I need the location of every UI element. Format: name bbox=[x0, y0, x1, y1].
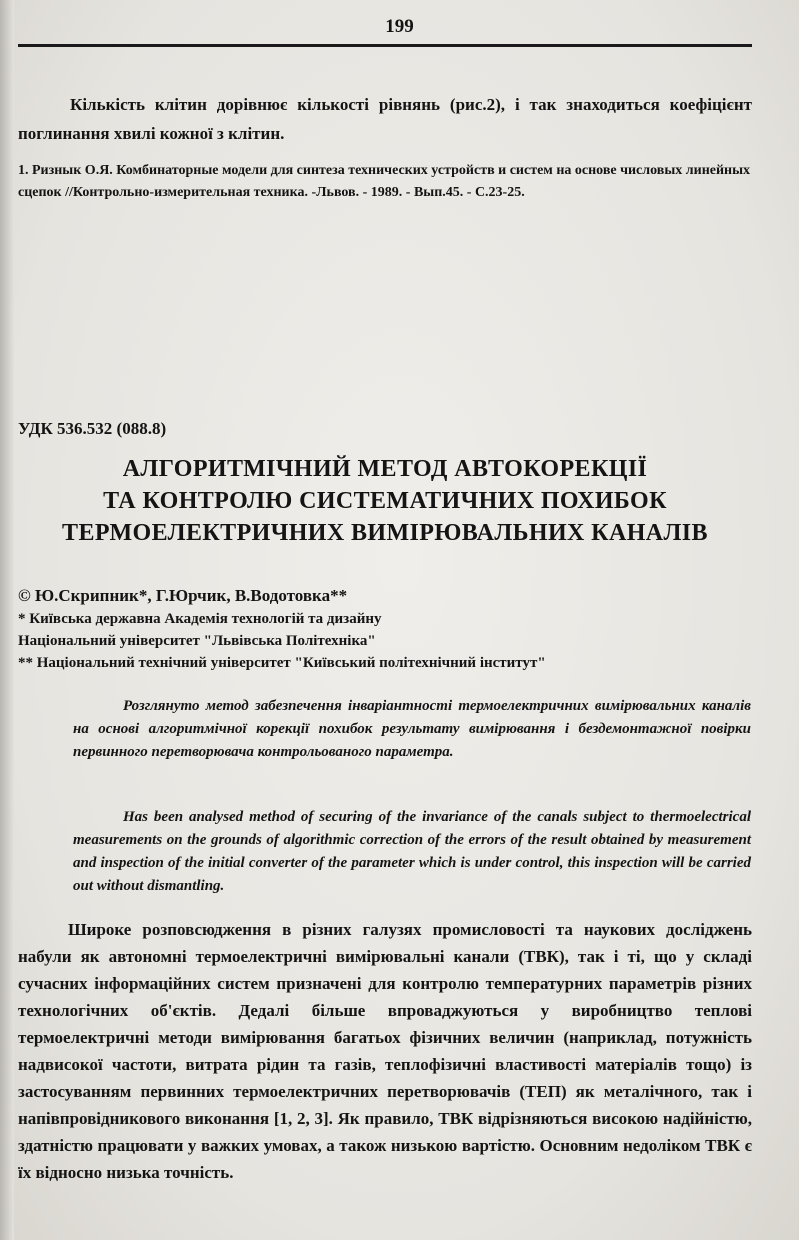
title-line: ТА КОНТРОЛЮ СИСТЕМАТИЧНИХ ПОХИБОК bbox=[103, 488, 667, 514]
page-binding-edge bbox=[0, 0, 14, 1240]
title-line: ТЕРМОЕЛЕКТРИЧНИХ ВИМІРЮВАЛЬНИХ КАНАЛІВ bbox=[62, 520, 708, 546]
body-paragraph: Широке розповсюдження в різних галузях промисловості та наукових досліджень набули як автономні термоелектричні вимірювальні канали (ТВК), так і ті, що у складі сучасних інформаційних систем призначені для контролю температурних параметрів різних технологічних об'єктів. Дедалі більше впроваджуються у виробництво теплові термоелектричні методи вимірювання багатьох фізичних величин (наприклад, потужність надвисокої частоти, витрата рідин та газів, теплофізичні властивості матеріалів тощо) із застосуванням первинних термоелектричних перетворювачів (ТЕП) як металічного, так і напівпровідникового виконання [1, 2, 3]. Як правило, ТВК відрізняються високою надійністю, здатністю працювати у важких умовах, а також низькою вартістю. Основним недоліком ТВК є їх відносно низька точність. bbox=[18, 920, 752, 1182]
affiliation: Національний університет "Львівська Політехніка" bbox=[18, 633, 376, 649]
reference-item: 1. Ризнык О.Я. Комбинаторные модели для синтеза технических устройств и систем на основе числовых линейных сцепок //Контрольно-измерительная техника. -Львов. - 1989. - Вып.45. - С.23-25. bbox=[18, 163, 751, 200]
intro-paragraph: Кількість клітин дорівнює кількості рівнянь (рис.2), і так знаходиться коефіцієнт поглинання хвилі кожної з клітин. bbox=[18, 95, 752, 143]
authors-line: © Ю.Скрипник*, Г.Юрчик, В.Водотовка** bbox=[18, 586, 348, 605]
page-number: 199 bbox=[385, 16, 414, 37]
header-rule bbox=[18, 44, 752, 47]
affiliation: ** Національний технічний університет "Київський політехнічний інститут" bbox=[18, 655, 546, 671]
affiliation: * Київська державна Академія технологій та дизайну bbox=[18, 611, 382, 627]
udk-code: УДК 536.532 (088.8) bbox=[18, 419, 167, 438]
title-line: АЛГОРИТМІЧНИЙ МЕТОД АВТОКОРЕКЦІЇ bbox=[122, 456, 648, 482]
article-title bbox=[18, 453, 752, 549]
abstract-ukrainian: Розглянуто метод забезпечення інваріантності термоелектричних вимірювальних каналів на основі алгоритмічної корекції похибок результату вимірювання і бездемонтажної повірки первинного перетворювача контрольованого параметра. bbox=[73, 698, 751, 760]
abstract-english: Has been analysed method of securing of the invariance of the canals subject to thermoelectrical measurements on the grounds of algorithmic correction of the errors of the result obtained by measurement and inspection of the initial converter of the parameter which is under control, this inspection will be carried out without dismantling. bbox=[73, 809, 751, 894]
